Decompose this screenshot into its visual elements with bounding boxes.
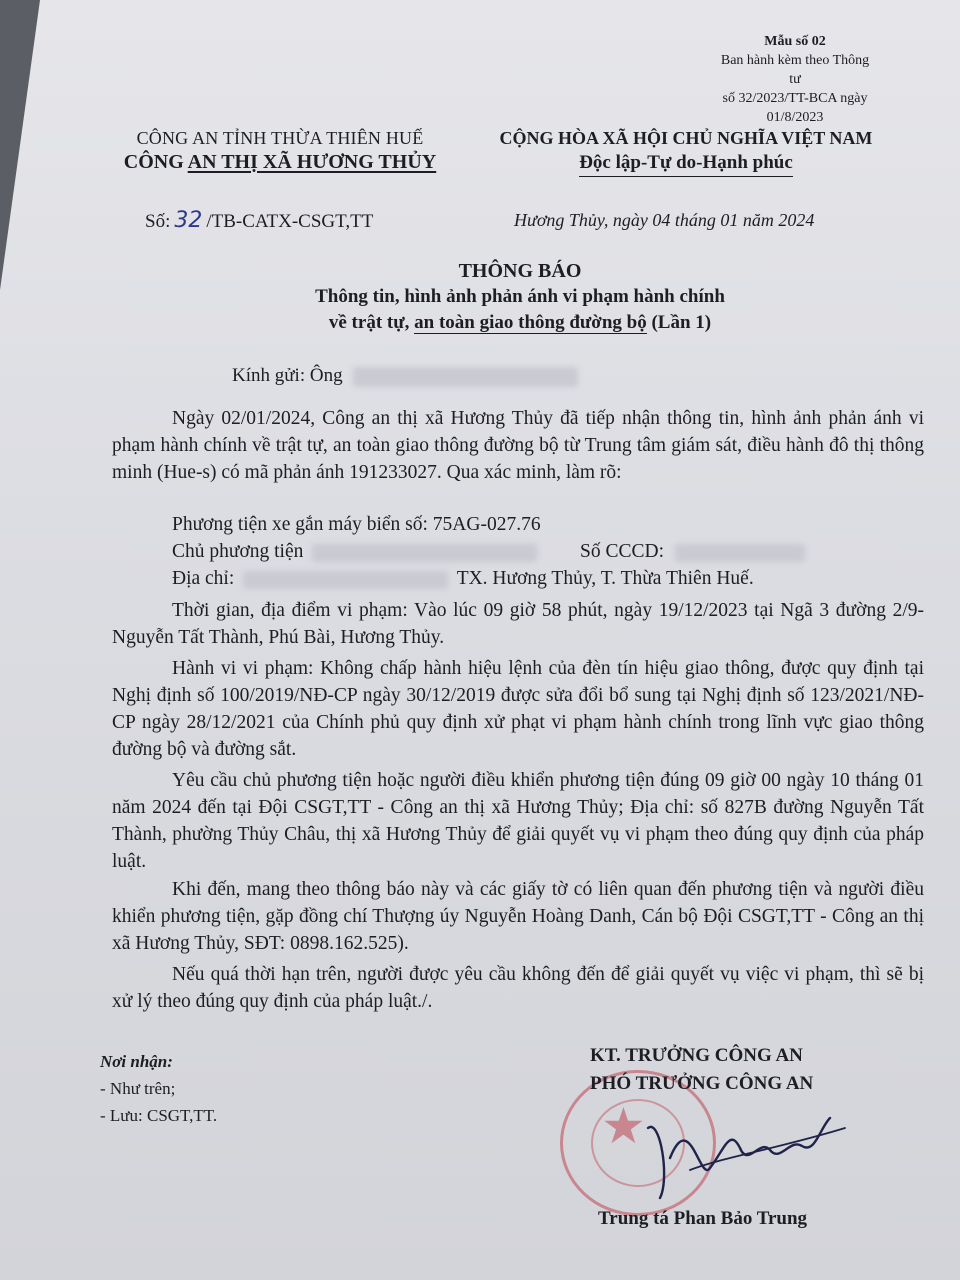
- national-motto: Độc lập-Tự do-Hạnh phúc: [579, 152, 793, 177]
- address-tail: TX. Hương Thủy, T. Thừa Thiên Huế.: [456, 568, 754, 589]
- recipients-list: [100, 1048, 217, 1129]
- paragraph-request: [112, 767, 924, 875]
- seal-star-icon: ★: [601, 1098, 646, 1154]
- owner-label: Chủ phương tiện: [172, 541, 304, 562]
- redacted-recipient-name: [353, 367, 578, 387]
- request-text: Yêu cầu chủ phương tiện hoặc người điều khiển phương tiện đúng 09 giờ 00 ngày 10 tháng 01 năm 2024 đến tại Đội CSGT,TT - Công an thị xã Hương Thủy; Địa chỉ: số 827B đường Nguyễn Tất Thành, phường Thủy Châu, thị xã Hương Thủy để giải quyết vụ vi phạm theo đúng quy định của pháp luật.: [112, 770, 924, 872]
- time-place-text: Thời gian, địa điểm vi phạm: Vào lúc 09 giờ 58 phút, ngày 19/12/2023 tại Ngã 3 đường 2/9- Nguyễn Tất Thành, Phú Bài, Hương Thủy.: [112, 600, 924, 648]
- nation-name: CỘNG HÒA XÃ HỘI CHỦ NGHĨA VIỆT NAM: [499, 128, 873, 148]
- redacted-address: [243, 571, 448, 589]
- cccd-line: [580, 541, 805, 563]
- cccd-label: Số CCCD:: [580, 541, 664, 562]
- title-sub2-underlined: an toàn giao thông đường bộ: [414, 312, 647, 333]
- signer-name: Trung tá Phan Bảo Trung: [598, 1208, 808, 1229]
- form-code: [720, 32, 870, 127]
- vehicle-plate-line: Phương tiện xe gắn máy biển số: 75AG-027.76: [172, 514, 541, 535]
- address-label: Địa chỉ:: [172, 568, 235, 589]
- issuing-organization: [100, 128, 460, 174]
- address-line: [172, 568, 754, 590]
- redacted-owner-name: [312, 544, 537, 562]
- paragraph-violation: [112, 655, 924, 763]
- title-subtitle-1: Thông tin, hình ảnh phản ánh vi phạm hành chính: [315, 286, 725, 307]
- recipients-item-1: - Như trên;: [100, 1079, 176, 1098]
- handwritten-number: 32: [174, 208, 203, 233]
- folded-corner: [0, 0, 40, 290]
- form-code-issued: Ban hành kèm theo Thông tư: [720, 53, 870, 87]
- recipient-line: [232, 365, 578, 387]
- deadline-text: Nếu quá thời hạn trên, người được yêu cầu không đến để giải quyết vụ việc vi phạm, thì sẽ bị xử lý theo đúng quy định của pháp luật./.: [112, 964, 924, 1012]
- form-code-number: Mẫu số 02: [764, 34, 826, 49]
- parent-organization: CÔNG AN TỈNH THỪA THIÊN HUẾ: [136, 128, 424, 148]
- organization-name-underlined: AN THỊ XÃ HƯƠNG THỦY: [187, 151, 437, 173]
- redacted-cccd: [675, 544, 805, 562]
- organization-name: [100, 151, 460, 174]
- signatory-title-line-1: KT. TRƯỞNG CÔNG AN: [590, 1045, 803, 1066]
- title-sub2-c: (Lần 1): [651, 312, 712, 333]
- paragraph-intro: [112, 405, 924, 486]
- national-header: [476, 128, 896, 177]
- title-sub2-a: về trật tự,: [328, 312, 410, 333]
- recipient-label: Kính gửi: Ông: [232, 365, 343, 386]
- violation-text: Hành vi vi phạm: Không chấp hành hiệu lệnh của đèn tín hiệu giao thông, được quy định tại Nghị định số 100/2019/NĐ-CP ngày 30/12/2019 được sửa đổi bổ sung tại Nghị định số 123/2021/NĐ-CP ngày 28/12/2021 của Chính phủ quy định xử phạt vi phạm hành chính trong lĩnh vực giao thông đường bộ và đường sắt.: [112, 658, 924, 760]
- form-code-circular: số 32/2023/TT-BCA ngày 01/8/2023: [722, 91, 868, 125]
- document-title: [120, 258, 920, 336]
- document-number-prefix: Số:: [145, 211, 171, 232]
- signatory-title-line-2: PHÓ TRƯỞNG CÔNG AN: [590, 1073, 814, 1094]
- paragraph-deadline: [112, 961, 924, 1015]
- handwritten-signature: [630, 1088, 850, 1208]
- paragraph-time-place: [112, 597, 924, 651]
- organization-prefix: CÔNG: [123, 151, 184, 173]
- vehicle-owner-line: [172, 541, 537, 563]
- title-main: THÔNG BÁO: [458, 260, 582, 282]
- title-subtitle-2: [120, 310, 920, 336]
- place-and-date: Hương Thủy, ngày 04 tháng 01 năm 2024: [514, 210, 815, 230]
- recipients-item-2: - Lưu: CSGT,TT.: [100, 1106, 218, 1125]
- bring-documents-text: Khi đến, mang theo thông báo này và các giấy tờ có liên quan đến phương tiện và người điều khiển phương tiện, gặp đồng chí Thượng úy Nguyễn Hoàng Danh, Cán bộ Đội CSGT,TT - Công an thị xã Hương Thủy, SĐT: 0898.162.525).: [112, 879, 924, 954]
- paragraph-bring-documents: [112, 876, 924, 957]
- document-number-suffix: /TB-CATX-CSGT,TT: [206, 211, 374, 232]
- document-number: [145, 208, 373, 233]
- recipients-heading: Nơi nhận:: [100, 1052, 173, 1071]
- intro-text: Ngày 02/01/2024, Công an thị xã Hương Thủy đã tiếp nhận thông tin, hình ảnh phản ánh vi phạm hành chính về trật tự, an toàn giao thông đường bộ từ Trung tâm giám sát, điều hành đô thị thông minh (Hue-s) có mã phản ánh 191233027. Qua xác minh, làm rõ:: [112, 408, 924, 483]
